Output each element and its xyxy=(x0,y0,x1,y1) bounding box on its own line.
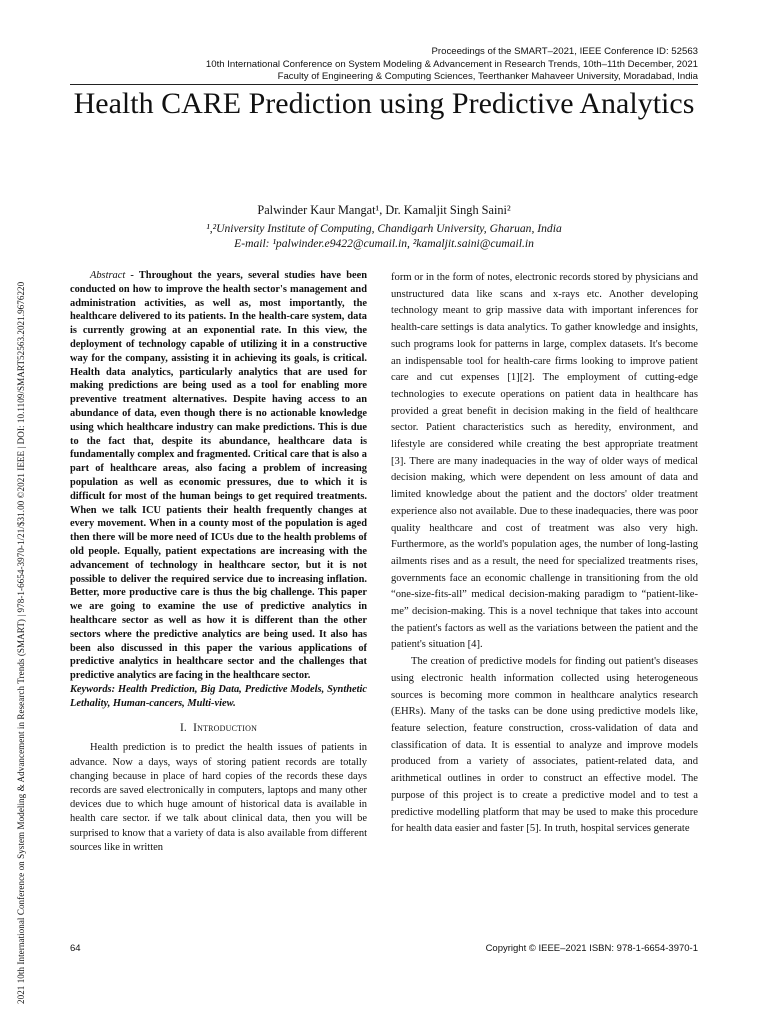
copyright-footer: Copyright © IEEE–2021 ISBN: 978-1-6654-3970-1 xyxy=(485,943,698,954)
intro-paragraph: Health prediction is to predict the health issues of patients in advance. Now a days, ways of storing patient records are totally changing because in place of hard copies of the records these days records are saved electronically in computers, laptops and many other devices due to which huge amount of historical data is available in health care sector. if we talk about clinical data, then you will be surprised to know that a variety of data is also available from different sources like in written xyxy=(70,742,367,853)
paper-affiliation: ¹,²University Institute of Computing, Chandigarh University, Gharuan, India xyxy=(206,222,562,235)
header-rule xyxy=(70,84,698,85)
right-paragraph-1: form or in the form of notes, electronic records stored by physicians and unstructured data like scans and x-rays etc. Another developing technology meant to grip massive data with important inferences for health-care settings is data analytics. To gather knowledge and insights, such programs look for patterns in large, complex datasets. It's become an indispensable tool for health-care firms looking to improve patient care and cut expenses [1][2]. The employment of cutting-edge technologies to execute operations on patient data in healthcare has provided a great benefit in decision making in the field of healthcare sector. Patient characteristics such as heredity, environment, and lifestyle are considered while creating the best appropriate treatment [3]. There are many inadequacies in the way of older ways of medical decision making, which were dependent on less amount of data and limited knowledge about the patient and the doctors' older treatment experience also not available. Due to these inadequacies, there was poor quality healthcare and cost of treatment was also very high. Furthermore, as the world's population ages, the number of long-lasting ailments rises and as a result, the need for specialized treatments rises, governments face an economic challenge in transitioning from the old “one-size-fits-all” medical decision-making paradigm to “patient-like-me” decision-making. This is a novel technique that takes into account the patient's factors as well as the variations between the patient and the patient's situation [4]. xyxy=(391,272,698,651)
header-line-1: Proceedings of the SMART–2021, IEEE Conference ID: 52563 xyxy=(431,46,698,57)
header-line-2: 10th International Conference on System Modeling & Advancement in Research Trends, 10th–11th December, 2021 xyxy=(205,58,698,70)
section-heading-introduction xyxy=(70,722,367,736)
keywords: Keywords: Health Prediction, Big Data, Predictive Models, Synthetic Lethality, Human-cancers, Multi-view. xyxy=(70,683,367,709)
abstract-text: - Throughout the years, several studies have been conducted on how to improve the health sector's management and administration activities, as well as, most importantly, the healthcare delivered to its patients. In the health-care system, data is currently growing at an exponential rate. In this view, the deployment of technology capable of utilizing it in a constructive way for the company, assisting it in achieving its goals, is critical. Health data analytics, particularly analytics that are used for making predictions are being used as a tool for enabling more preventive treatment alternatives. Despite having access to an abundance of data, even though there is no actionable knowledge using which healthcare industry can make predictions. This is due to the fact that, despite its abundance, healthcare data is fundamentally complex and fragmented. Critical care that is also a part of healthcare areas, also facing a problem of increasing population as well as economic pressures, due to which it is difficult for most of the human beings to get required treatments. When we talk ICU patients their health frequently changes at every movement. When in a county most of the population is aged then there will be more need of ICUs due to the health problems of old people. Equally, patient expectations are increasing with the advancement of technology in healthcare sector, but it is not possible to deliver the required service due to increasing inflation. Better, more productive care is thus the big challenge. This paper we are going to examine the use of predictive analytics in healthcare sector as well as how it is different than the other sectors where the predictive analytics are being used. It also has been also discussed in this paper the various applications of predictive analytics in healthcare sector and the challenges that predictive analytics are facing in the healthcare sector. xyxy=(70,270,367,682)
section-number: I. xyxy=(179,721,187,734)
paper-authors: Palwinder Kaur Mangat¹, Dr. Kamaljit Singh Saini² xyxy=(257,203,511,217)
paper-title: Health CARE Prediction using Predictive Analytics xyxy=(73,87,695,120)
proceedings-header xyxy=(206,46,698,84)
header-line-3: Faculty of Engineering & Computing Sciences, Teerthanker Mahaveer University, Moradabad, India xyxy=(277,71,698,83)
section-title: Introduction xyxy=(193,721,258,734)
page-number: 64 xyxy=(70,943,81,954)
abstract-label: Abstract xyxy=(90,270,126,281)
paper-affiliation-block xyxy=(70,222,698,251)
left-column xyxy=(70,269,367,855)
doi-side-note: 2021 10th International Conference on System Modeling & Advancement in Research Trends (SMART) | 978-1-6654-3970-1/21/$31.00 ©2021 IEEE | DOI: 10.1109/SMART52563.2021.9676220 xyxy=(16,281,26,1004)
abstract xyxy=(70,269,367,683)
right-paragraph-2: The creation of predictive models for finding out patient's diseases using electronic health information collected using heterogeneous sources is becoming more common in healthcare analytics research (EHRs). Many of the tasks can be done using predictive models like, feature selection, feature construction, cross-validation of data and classification of data. It is essential to analyze and improve models produced from a variety of associates, patient-related data, and arithmetical outlines in order to construct an effective model. The purpose of this project is to create a predictive model and to test a predictive modelling platform that may be used to make this procedure for health data easier and faster [5]. In truth, hospital services generate xyxy=(391,656,698,835)
paper-email: E-mail: ¹palwinder.e9422@cumail.in, ²kamaljit.saini@cumail.in xyxy=(234,236,534,250)
right-column xyxy=(391,270,698,838)
